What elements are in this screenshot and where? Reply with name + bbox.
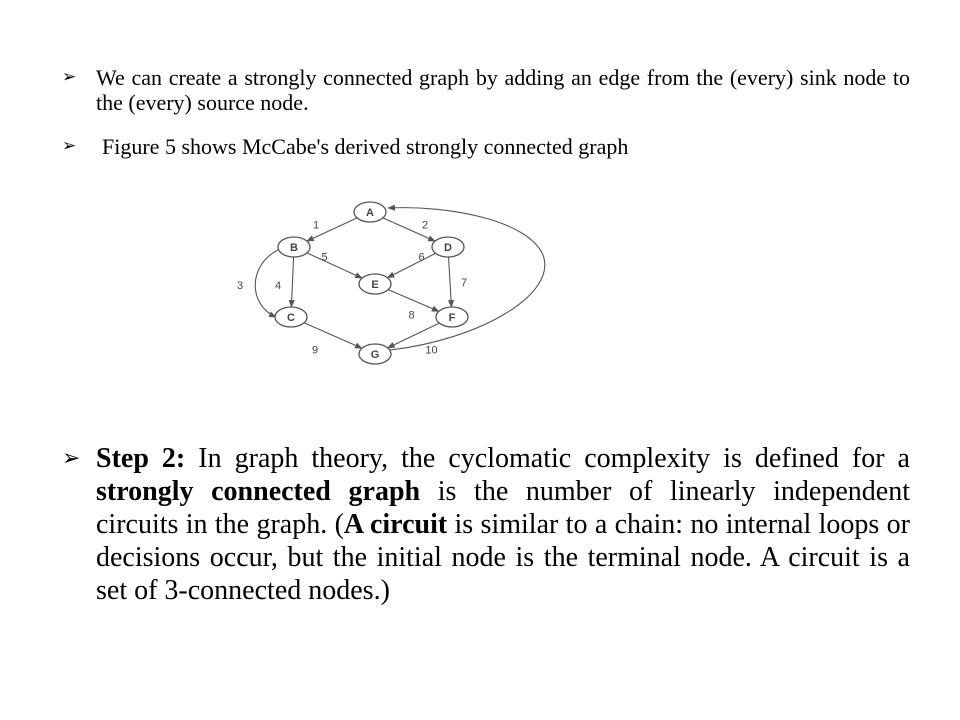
edge-arrow xyxy=(388,290,439,312)
edge-arrow xyxy=(291,257,293,307)
node-label: F xyxy=(448,312,456,324)
edge-arrow xyxy=(449,257,452,307)
edge-label: 1 xyxy=(312,219,320,232)
node-label: G xyxy=(370,349,380,361)
node-label: A xyxy=(366,207,374,219)
bold-term: Step 2: xyxy=(96,443,186,474)
graph-edge xyxy=(275,257,294,307)
graph-node xyxy=(359,274,391,294)
node-label: B xyxy=(290,242,298,254)
graph-edge xyxy=(307,252,362,279)
edge-arrow xyxy=(387,253,435,277)
graph-edge xyxy=(383,218,435,241)
node-label: E xyxy=(371,279,379,291)
graph-node xyxy=(432,237,464,257)
graph-edge xyxy=(449,257,467,307)
bold-term: strongly connected graph xyxy=(96,476,421,507)
bullet-arrow-icon: ➢ xyxy=(62,446,81,471)
graph-edge xyxy=(237,250,278,317)
bullet-step-2 xyxy=(62,442,910,607)
edge-label: 10 xyxy=(425,344,438,357)
graph-nodes xyxy=(275,202,468,364)
bullet-text: We can create a strongly connected graph by adding an edge from the (every) sink node to the (every) source node. xyxy=(96,65,910,115)
graph-node xyxy=(275,307,307,327)
graph-edge xyxy=(387,252,435,278)
edge-label: 2 xyxy=(421,219,429,232)
graph-node xyxy=(436,307,468,327)
bold-term: A circuit xyxy=(343,509,448,540)
graph-node xyxy=(278,237,310,257)
edge-label: 5 xyxy=(321,251,328,264)
bullet-arrow-icon: ➢ xyxy=(62,67,77,87)
bullet-figure-caption xyxy=(62,134,910,159)
edge-label: 7 xyxy=(460,277,468,289)
node-label: C xyxy=(287,312,295,324)
graph-node xyxy=(359,344,391,364)
strongly-connected-graph-figure xyxy=(228,195,568,375)
node-label: D xyxy=(444,242,452,254)
bullet-strongly-connected xyxy=(62,65,910,115)
edge-label: 8 xyxy=(408,309,415,322)
edge-label: 3 xyxy=(236,280,244,292)
graph-edge xyxy=(304,323,362,357)
bullet-text: Figure 5 shows McCabe's derived strongly connected graph xyxy=(102,134,629,159)
step-2-paragraph xyxy=(96,442,910,607)
bullet-arrow-icon: ➢ xyxy=(62,136,77,156)
edge-arrow xyxy=(307,253,362,278)
paragraph-fragment: is the number of linearly independent circuits in the graph. ( xyxy=(96,476,910,540)
edge-label: 9 xyxy=(311,344,319,357)
graph-edge xyxy=(388,290,439,322)
edge-label: 6 xyxy=(418,251,425,264)
graph-node xyxy=(354,202,386,222)
paragraph-fragment: In graph theory, the cyclomatic complexity is defined for a xyxy=(185,443,910,474)
edge-label: 4 xyxy=(274,280,282,292)
graph-edge xyxy=(307,218,357,241)
paragraph-fragment: is similar to a chain: no internal loops or decisions occur, but the initial node is the terminal node. A circuit is a set of 3-connected nodes.) xyxy=(96,509,910,606)
graph-edge xyxy=(388,323,440,356)
